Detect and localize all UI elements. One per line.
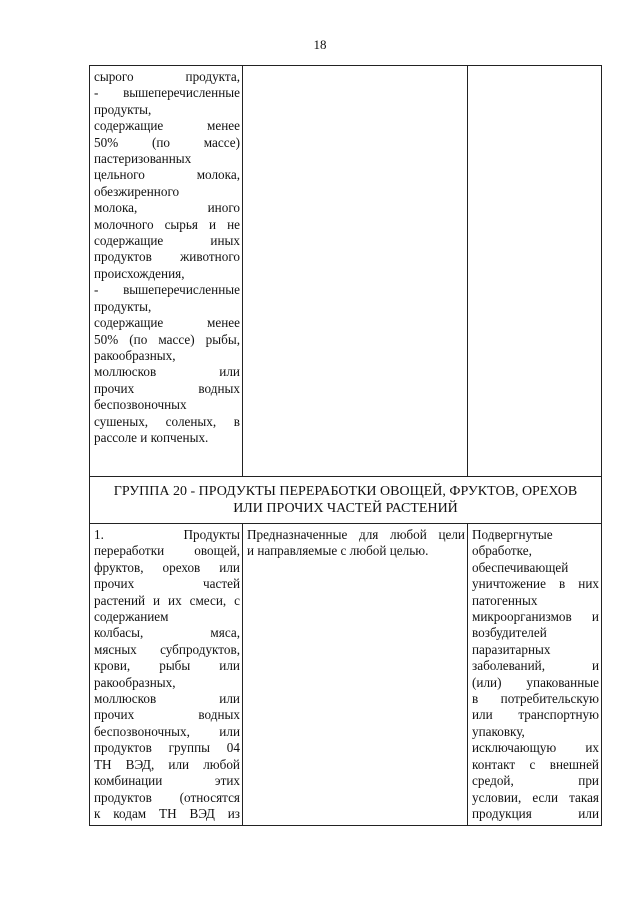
text-line: обработке, bbox=[472, 543, 532, 559]
text-line: фруктов, орехов или bbox=[94, 559, 240, 575]
text-line: прочих водных bbox=[94, 380, 240, 396]
text-line: происхождения, bbox=[94, 265, 185, 281]
page-number: 18 bbox=[313, 37, 327, 52]
text-line: цельного молока, bbox=[94, 167, 240, 183]
text-line: паразитарных bbox=[472, 641, 551, 657]
text-line: крови, рыбы или bbox=[94, 658, 240, 674]
text-line: рассоле и копченых. bbox=[94, 429, 209, 445]
text-line: продуктов (относятся bbox=[94, 789, 240, 805]
text-line: содержащие иных bbox=[94, 233, 240, 249]
text-line: упаковку, bbox=[472, 723, 525, 739]
text-line: исключающую их bbox=[472, 740, 599, 756]
text-line: возбудителей bbox=[472, 625, 547, 641]
text-line: молочного сырья и не bbox=[94, 216, 240, 232]
text-line: условии, если такая bbox=[472, 789, 599, 805]
text-line: патогенных bbox=[472, 592, 538, 608]
text-line: моллюсков или bbox=[94, 364, 240, 380]
text-line: в потребительскую bbox=[472, 691, 599, 707]
text-line: моллюсков или bbox=[94, 691, 240, 707]
text-line: колбасы, мяса, bbox=[94, 625, 240, 641]
text-line: продукция или bbox=[472, 805, 599, 821]
continuation-condition-cell bbox=[468, 66, 602, 477]
continuation-purpose-cell bbox=[243, 66, 468, 477]
text-line: продукты, bbox=[94, 298, 152, 314]
text-line: содержащие менее bbox=[94, 118, 240, 134]
text-line: прочих частей bbox=[94, 576, 240, 592]
item-purpose-lines bbox=[247, 527, 465, 560]
group-header-line-1: ГРУППА 20 - ПРОДУКТЫ ПЕРЕРАБОТКИ ОВОЩЕЙ, ФРУКТОВ, ОРЕХОВ bbox=[113, 484, 578, 499]
text-line: беспозвоночных, или bbox=[94, 723, 240, 739]
group-header-line-2: ИЛИ ПРОЧИХ ЧАСТЕЙ РАСТЕНИЙ bbox=[233, 500, 458, 516]
continuation-description-cell bbox=[90, 66, 243, 477]
text-line: 1. Продукты bbox=[94, 527, 240, 542]
text-line: ракообразных, bbox=[94, 347, 176, 363]
item-condition-cell bbox=[468, 524, 602, 826]
text-line: обеспечивающей bbox=[472, 559, 569, 575]
text-line: мясных субпродуктов, bbox=[94, 641, 240, 657]
text-line: средой, при bbox=[472, 773, 599, 789]
text-line: к кодам ТН ВЭД из bbox=[94, 805, 240, 821]
text-line: микроорганизмов и bbox=[472, 609, 599, 625]
table-row-item-1 bbox=[90, 524, 602, 826]
text-line: молока, иного bbox=[94, 200, 240, 216]
text-line: 50% (по массе) bbox=[94, 134, 240, 150]
item-purpose-cell bbox=[243, 524, 468, 826]
text-line: ракообразных, bbox=[94, 674, 176, 690]
text-line: продуктов животного bbox=[94, 249, 240, 265]
text-line: (или) упакованные bbox=[472, 674, 599, 690]
text-line: Подвергнутые bbox=[472, 527, 553, 542]
table-row-group-header bbox=[90, 477, 602, 524]
regulation-table bbox=[89, 65, 602, 826]
text-line: продукты, bbox=[94, 101, 152, 117]
text-line: переработки овощей, bbox=[94, 543, 240, 559]
text-line: уничтожение в них bbox=[472, 576, 599, 592]
text-line: продуктов группы 04 bbox=[94, 740, 240, 756]
text-line: заболеваний, и bbox=[472, 658, 599, 674]
text-line: пастеризованных bbox=[94, 151, 192, 167]
text-line: ТН ВЭД, или любой bbox=[94, 756, 240, 772]
table-row-continuation bbox=[90, 66, 602, 477]
text-line: - вышеперечисленные bbox=[94, 282, 240, 298]
text-line: сырого продукта, bbox=[94, 69, 240, 84]
text-line: обезжиренного bbox=[94, 183, 180, 199]
item-condition-lines bbox=[472, 527, 599, 822]
text-line: прочих водных bbox=[94, 707, 240, 723]
text-line: беспозвоночных bbox=[94, 397, 187, 413]
text-line: и направляемые с любой целью. bbox=[247, 543, 429, 559]
text-line: или транспортную bbox=[472, 707, 599, 723]
item-description-lines bbox=[94, 527, 240, 822]
text-line: - вышеперечисленные bbox=[94, 85, 240, 101]
text-line: содержащие менее bbox=[94, 315, 240, 331]
text-line: комбинации этих bbox=[94, 773, 240, 789]
text-line: 50% (по массе) рыбы, bbox=[94, 331, 240, 347]
item-description-cell bbox=[90, 524, 243, 826]
text-line: контакт с внешней bbox=[472, 756, 599, 772]
text-line: содержанием bbox=[94, 609, 169, 625]
continuation-description-lines bbox=[94, 69, 240, 446]
text-line: сушеных, соленых, в bbox=[94, 413, 240, 429]
text-line: растений и их смеси, с bbox=[94, 592, 240, 608]
text-line: Предназначенные для любой цели bbox=[247, 527, 465, 542]
group-header-cell bbox=[90, 477, 602, 524]
